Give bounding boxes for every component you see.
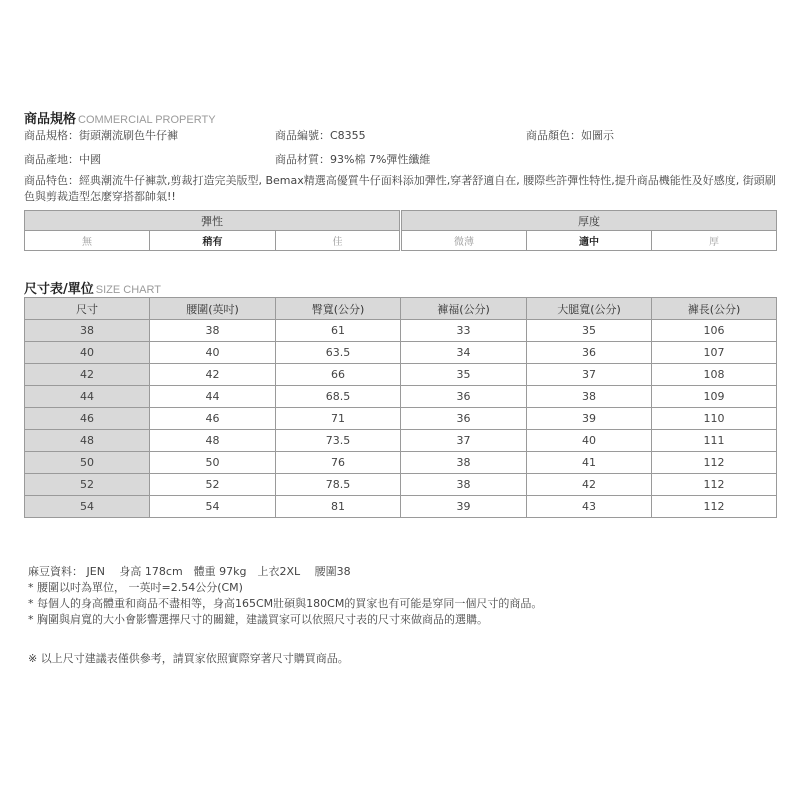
table-cell: 44: [150, 386, 276, 408]
notes: [28, 564, 542, 628]
table-cell: 37: [527, 364, 652, 386]
size-cell: 38: [25, 320, 150, 342]
table-cell: 50: [150, 452, 276, 474]
table-cell: 61: [276, 320, 401, 342]
table-cell: 54: [150, 496, 276, 518]
table-row: [25, 364, 777, 386]
model-info: 麻豆資料： JEN 身高 178cm 體重 97kg 上衣2XL 腰圍38: [28, 565, 351, 578]
table-cell: 111: [652, 430, 777, 452]
table-row: [25, 342, 777, 364]
property-table: [24, 210, 777, 251]
table-cell: 112: [652, 452, 777, 474]
table-cell: 37: [401, 430, 527, 452]
table-cell: 78.5: [276, 474, 401, 496]
table-cell: 76: [276, 452, 401, 474]
table-row: [25, 474, 777, 496]
table-cell: 39: [527, 408, 652, 430]
table-cell: 52: [150, 474, 276, 496]
size-cell: 40: [25, 342, 150, 364]
property-option: 佳: [276, 231, 400, 251]
table-cell: 46: [150, 408, 276, 430]
table-cell: 38: [401, 452, 527, 474]
table-cell: 41: [527, 452, 652, 474]
property-option: 無: [25, 231, 150, 251]
spec-item-code: 商品編號：C8355: [275, 129, 366, 142]
table-cell: 38: [401, 474, 527, 496]
table-row: [25, 320, 777, 342]
spec-item-color: 商品顏色：如圖示: [526, 129, 614, 142]
table-cell: 68.5: [276, 386, 401, 408]
table-cell: 43: [527, 496, 652, 518]
table-cell: 106: [652, 320, 777, 342]
table-cell: 35: [401, 364, 527, 386]
spec-item-material: 商品材質：93%棉 7%彈性纖維: [275, 153, 431, 166]
size-cell: 48: [25, 430, 150, 452]
header-cell: 臀寬(公分): [276, 298, 401, 320]
header-cell: 褲長(公分): [652, 298, 777, 320]
size-cell: 44: [25, 386, 150, 408]
table-row: [25, 496, 777, 518]
size-chart-title: 尺寸表/單位 SIZE CHART: [24, 282, 161, 297]
header-cell: 尺寸: [25, 298, 150, 320]
size-chart-body: [25, 320, 777, 518]
header-cell: 腰圍(英吋): [150, 298, 276, 320]
table-cell: 112: [652, 496, 777, 518]
size-chart-header-row: [25, 298, 777, 320]
size-disclaimer: ※ 以上尺寸建議表僅供參考，請買家依照實際穿著尺寸購買商品。: [28, 652, 349, 665]
header-cell: 褲福(公分): [401, 298, 527, 320]
header-cell: 大腿寬(公分): [527, 298, 652, 320]
table-row: [25, 430, 777, 452]
size-chart-table: [24, 297, 777, 518]
size-cell: 50: [25, 452, 150, 474]
size-cell: 54: [25, 496, 150, 518]
note-line: * 每個人的身高體重和商品不盡相等，身高165CM壯碩與180CM的買家也有可能是穿同一個尺寸的商品。: [28, 597, 543, 610]
table-row: [25, 452, 777, 474]
table-cell: 71: [276, 408, 401, 430]
note-line: * 腰圍以吋為單位， 一英吋=2.54公分(CM): [28, 581, 243, 594]
spec-title-en: COMMERCIAL PROPERTY: [78, 114, 216, 126]
table-cell: 34: [401, 342, 527, 364]
size-cell: 52: [25, 474, 150, 496]
table-cell: 38: [150, 320, 276, 342]
size-chart-title-en: SIZE CHART: [95, 284, 161, 296]
table-cell: 110: [652, 408, 777, 430]
table-cell: 63.5: [276, 342, 401, 364]
table-cell: 108: [652, 364, 777, 386]
table-cell: 33: [401, 320, 527, 342]
table-cell: 107: [652, 342, 777, 364]
table-cell: 36: [527, 342, 652, 364]
size-cell: 42: [25, 364, 150, 386]
table-cell: 35: [527, 320, 652, 342]
table-cell: 36: [401, 408, 527, 430]
table-row: [25, 408, 777, 430]
table-cell: 40: [527, 430, 652, 452]
table-cell: 48: [150, 430, 276, 452]
spec-title: 商品規格 COMMERCIAL PROPERTY: [24, 112, 216, 127]
table-row: [25, 386, 777, 408]
property-option: 厚: [652, 231, 777, 251]
table-cell: 112: [652, 474, 777, 496]
table-cell: 40: [150, 342, 276, 364]
spec-feature: 商品特色：經典潮流牛仔褲款,剪裁打造完美版型, Bemax精選高優質牛仔面料添加彈性,穿著舒適自在, 腰際些許彈性特性,提升商品機能性及好感度, 街頭刷色與剪裁造型怎麼穿搭都帥氣!!: [24, 174, 776, 203]
table-cell: 38: [527, 386, 652, 408]
table-cell: 73.5: [276, 430, 401, 452]
table-cell: 81: [276, 496, 401, 518]
note-line: * 胸圍與肩寬的大小會影響選擇尺寸的關鍵，建議買家可以依照尺寸表的尺寸來做商品的選購。: [28, 613, 488, 626]
size-cell: 46: [25, 408, 150, 430]
property-group-elasticity: 彈性: [25, 211, 400, 231]
property-option-selected: 適中: [527, 231, 652, 251]
property-group-thickness: 厚度: [402, 211, 777, 231]
table-cell: 42: [150, 364, 276, 386]
table-cell: 42: [527, 474, 652, 496]
property-option: 微薄: [402, 231, 527, 251]
table-cell: 109: [652, 386, 777, 408]
table-cell: 36: [401, 386, 527, 408]
table-cell: 39: [401, 496, 527, 518]
spec-item-name: 商品規格：街頭潮流刷色牛仔褲: [24, 129, 178, 142]
property-option-selected: 稍有: [150, 231, 276, 251]
table-cell: 66: [276, 364, 401, 386]
spec-item-origin: 商品產地：中國: [24, 153, 101, 166]
